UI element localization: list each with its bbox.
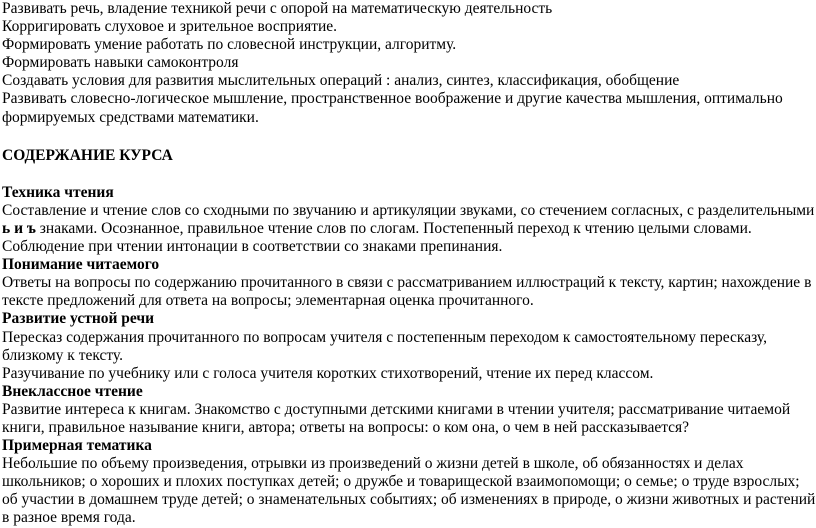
goal-line-2: Корригировать слуховое и зрительное восприятие. [2, 18, 338, 36]
section-heading-extra: Внеклассное чтение [2, 382, 143, 400]
spacer [2, 165, 816, 182]
course-title: СОДЕРЖАНИЕ КУРСА [2, 146, 173, 164]
section-text-reading [2, 202, 816, 256]
goal-line-4: Формировать навыки самоконтроля [2, 54, 239, 72]
reading-text-part: знаками. Осознанное, правильное чтение слов по слогам. Постепенный переход к чтению целыми словами. Соблюдение при чтении интонации в соответствии со знаками препинания. [2, 219, 752, 256]
section-text-comprehension: Ответы на вопросы по содержанию прочитанного в связи с рассматриванием иллюстраций к тексту, картин; нахождение в тексте предложений для ответа на вопросы; элементарная оценка прочитанного. [2, 274, 812, 310]
goal-line-6: Развивать словесно-логическое мышление, пространственное воображение и другие качества мышления, оптимально формируемых средствами математики. [2, 90, 783, 126]
goal-line-3: Формировать умение работать по словесной инструкции, алгоритму. [2, 36, 457, 54]
goal-line-1: Развивать речь, владение техникой речи с опорой на математическую деятельность [2, 0, 553, 17]
section-heading-reading: Техника чтения [2, 183, 114, 201]
section-text-speech-2: Разучивание по учебнику или с голоса учителя коротких стихотворений, чтение их перед классом. [2, 364, 654, 382]
section-heading-speech: Развитие устной речи [2, 310, 155, 328]
reading-bold-signs: ь и ъ [2, 219, 36, 237]
goal-line-5: Создавать условия для развития мыслительных операций : анализ, синтез, классификация, обобщение [2, 72, 680, 90]
section-text-themes: Небольшие по объему произведения, отрывки из произведений о жизни детей в школе, об обязанностях и делах школьников; о хороших и плохих поступках детей; о дружбе и товарищеской взаимопомощи; о семье; о труде взрослых; об участии в домашнем труде детей; о знаменательных событиях; об изменениях в природе, о жизни животных и растений в разное время года. [2, 455, 816, 527]
section-text-speech-1: Пересказ содержания прочитанного по вопросам учителя с постепенным переходом к самостоятельному пересказу, близкому к тексту. [2, 328, 767, 364]
section-text-extra: Развитие интереса к книгам. Знакомство с доступными детскими книгами в чтении учителя; рассматривание читаемой книги, правильное называние книги, автора; ответы на вопросы: о ком она, о чем в ней рассказывается? [2, 400, 791, 436]
section-heading-themes: Примерная тематика [2, 437, 152, 455]
spacer [2, 127, 816, 145]
reading-text-part: Составление и чтение слов со сходными по звучанию и артикуляции звуками, со стечением согласных, с разделительными [2, 201, 815, 219]
section-heading-comprehension: Понимание читаемого [2, 256, 160, 274]
